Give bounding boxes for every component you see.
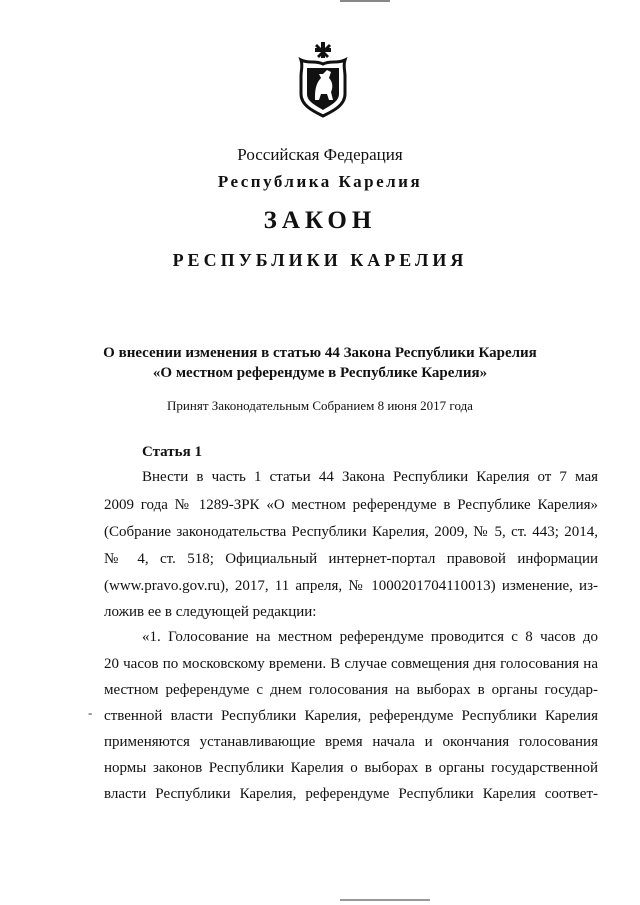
body-line: ственной власти Республики Карелия, референдуме Республики Карелия <box>104 708 598 724</box>
republic-name: Республика Карелия <box>217 172 423 191</box>
scan-artifact <box>340 899 430 901</box>
body-line: (www.pravo.gov.ru), 2017, 11 апреля, № 1000201704110013) изменение, из- <box>104 578 598 594</box>
country-name: Российская Федерация <box>237 145 403 164</box>
body-line: местном референдуме с днем голосования на выборах в органы государ- <box>104 682 598 698</box>
adoption-note: Принят Законодательным Собранием 8 июня 2017 года <box>167 398 473 413</box>
law-title-line-2: «О местном референдуме в Республике Карелия» <box>152 365 488 381</box>
margin-mark: - <box>88 705 93 720</box>
coat-of-arms-icon <box>295 40 351 118</box>
body-line: «1. Голосование на местном референдуме проводится с 8 часов до <box>142 629 598 645</box>
law-title-line-1: О внесении изменения в статью 44 Закона Республики Карелия <box>103 345 537 361</box>
body-line: № 4, ст. 518; Официальный интернет-портал правовой информации <box>104 551 598 567</box>
document-type: ЗАКОН <box>263 207 377 234</box>
body-line: Внести в часть 1 статьи 44 Закона Республики Карелия от 7 мая <box>142 469 598 485</box>
scan-artifact <box>340 0 390 2</box>
document-issuer: РЕСПУБЛИКИ КАРЕЛИЯ <box>172 250 468 270</box>
body-line: 2009 года № 1289-ЗРК «О местном референдуме в Республике Карелия» <box>104 497 598 513</box>
article-heading: Статья 1 <box>142 444 202 460</box>
body-line: 20 часов по московскому времени. В случае совмещения дня голосования на <box>104 656 598 672</box>
body-line: ложив ее в следующей редакции: <box>104 604 317 620</box>
body-line: нормы законов Республики Карелия о выборах в органы государственной <box>104 760 598 776</box>
body-line: власти Республики Карелия, референдуме Республики Карелия соответ- <box>104 786 598 802</box>
body-line: применяются устанавливающие время начала и окончания голосования <box>104 734 598 750</box>
body-line: (Собрание законодательства Республики Карелия, 2009, № 5, ст. 443; 2014, <box>104 524 598 540</box>
